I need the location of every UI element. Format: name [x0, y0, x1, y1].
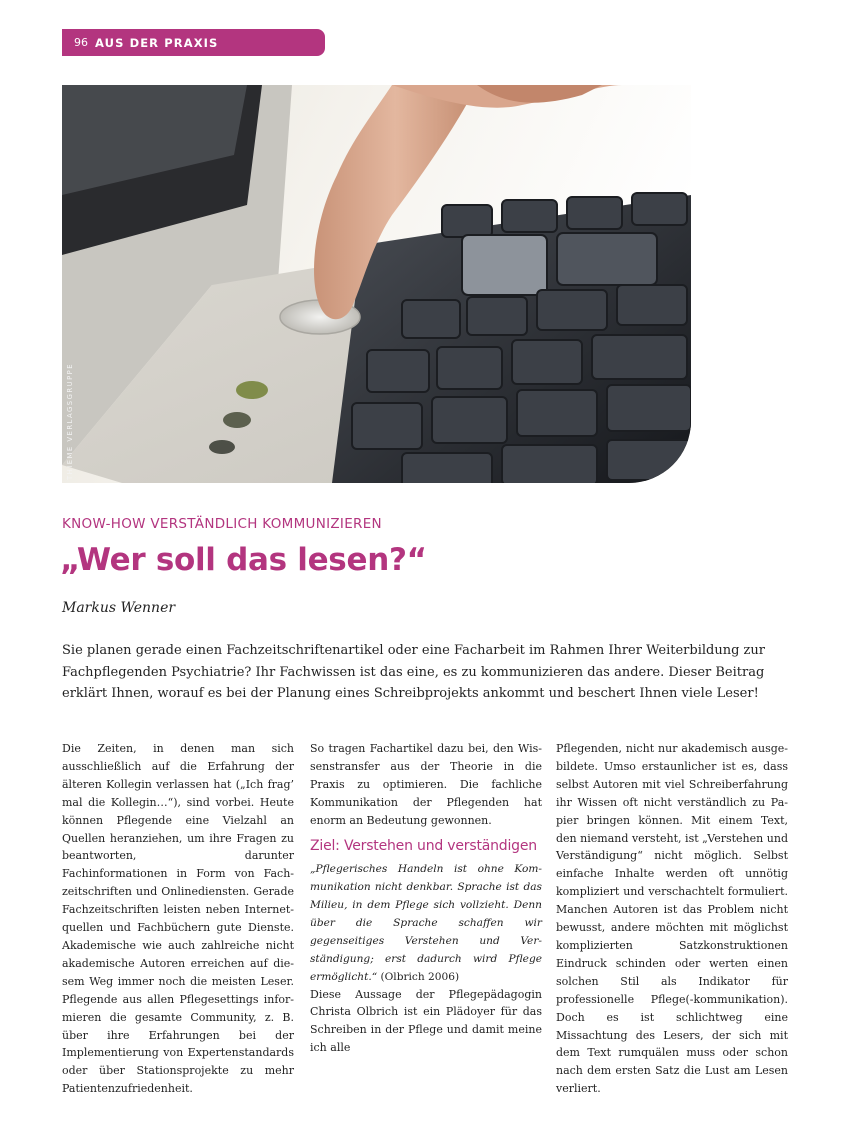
quote-text: „Pflegerisches Handeln ist ohne Kommunikation nicht denkbar. Sprache ist das Milieu, in dem Pflege sich vollzieht. Denn über die Sprache schaffen wir gegenseitiges Verstehen und Verständigung; erst dadurch wird Pflege ermöglicht.“ [310, 862, 542, 983]
subheading: Ziel: Verstehen und verständigen [310, 837, 537, 854]
article-lead: Sie planen gerade einen Fachzeitschriftenartikel oder eine Facharbeit im Rahmen Ihrer Weiterbildung zur Fachpflegenden Psychiatrie? Ihr Fachwissen ist das eine, es zu kommunizieren das andere. Dieser Beitrag erklärt Ihnen, worauf es bei der Planung eines Schreibprojekts ankommt und beschert Ihnen viele Leser! [62, 643, 765, 701]
body-paragraph: So tragen Fachartikel dazu bei, den Wissenstransfer aus der Theorie in die Praxis zu optimieren. Die fachliche Kommunikation der Pflegenden hat enorm an Bedeutung gewonnen. [310, 742, 542, 827]
photo-credit: THIEME VERLAGSGRUPPE [66, 362, 74, 480]
article-kicker: KNOW-HOW VERSTÄNDLICH KOMMUNIZIEREN [62, 516, 382, 532]
body-paragraph: Pflegenden, nicht nur akademisch ausgebildete. Umso erstaunlicher ist es, dass selbst Autoren mit viel Schreiberfahrung ihr Wissen oft nicht verständlich zu Papier bringen können. Mit einem Text, den niemand versteht, ist „Verstehen und Verständigung“ nicht möglich. Selbst einfache Inhalte werden oft unnötig kompliziert und verschachtelt formuliert. Manchen Autoren ist das Problem nicht bewusst, andere möchten mit möglichst komplizierten Satzkonstruktionen Eindruck schinden oder werten einen solchen Stil als Indikator für professionelle Pflege(-kommunikation). Doch es ist schlichtweg eine Missachtung des Lesers, der sich mit dem Text rumquälen muss oder schon nach dem ersten Satz die Lust am Lesen verliert. [556, 742, 788, 1096]
body-column-2 [310, 740, 542, 1057]
section-header-bar [62, 29, 325, 56]
article-photo [62, 85, 691, 483]
block-quote [310, 860, 542, 986]
body-paragraph: Diese Aussage der Pflegepädagogin Christa Olbrich ist ein Plädoyer für das Schreiben in der Pflege und damit meine ich alle [310, 987, 542, 1055]
page-number: 96 [74, 36, 88, 49]
body-paragraph: Die Zeiten, in denen man sich ausschließlich auf die Erfahrung der älteren Kollegin verlassen hat („Ich frag’ mal die Kollegin…“), sind vorbei. Heute können Pflegende eine Vielzahl an Quellen heranziehen, um ihre Fragen zu beantworten, darunter Fachinformationen in Form von Fachzeitschriften und Onlinediensten. Gerade Fachzeitschriften leisten neben Internetquellen und Fachbüchern gute Dienste. Akademische wie auch zahlreiche nicht akademische Autoren erreichen auf diesem Weg immer noch die meisten Leser. Pflegende aus allen Pflegesettings informieren die gesamte Community, z. B. über ihre Erfahrungen bei der Implementierung von Expertenstandards oder über Stationsprojekte zu mehr Patientenzufriedenheit. [62, 742, 294, 1096]
body-column-3 [556, 740, 788, 1098]
laptop-keyboard-illustration [62, 85, 691, 483]
article-author: Markus Wenner [62, 600, 176, 616]
body-column-1 [62, 740, 294, 1098]
quote-source: (Olbrich 2006) [377, 970, 460, 983]
section-title: AUS DER PRAXIS [95, 35, 219, 50]
article-title: „Wer soll das lesen?“ [60, 542, 427, 578]
